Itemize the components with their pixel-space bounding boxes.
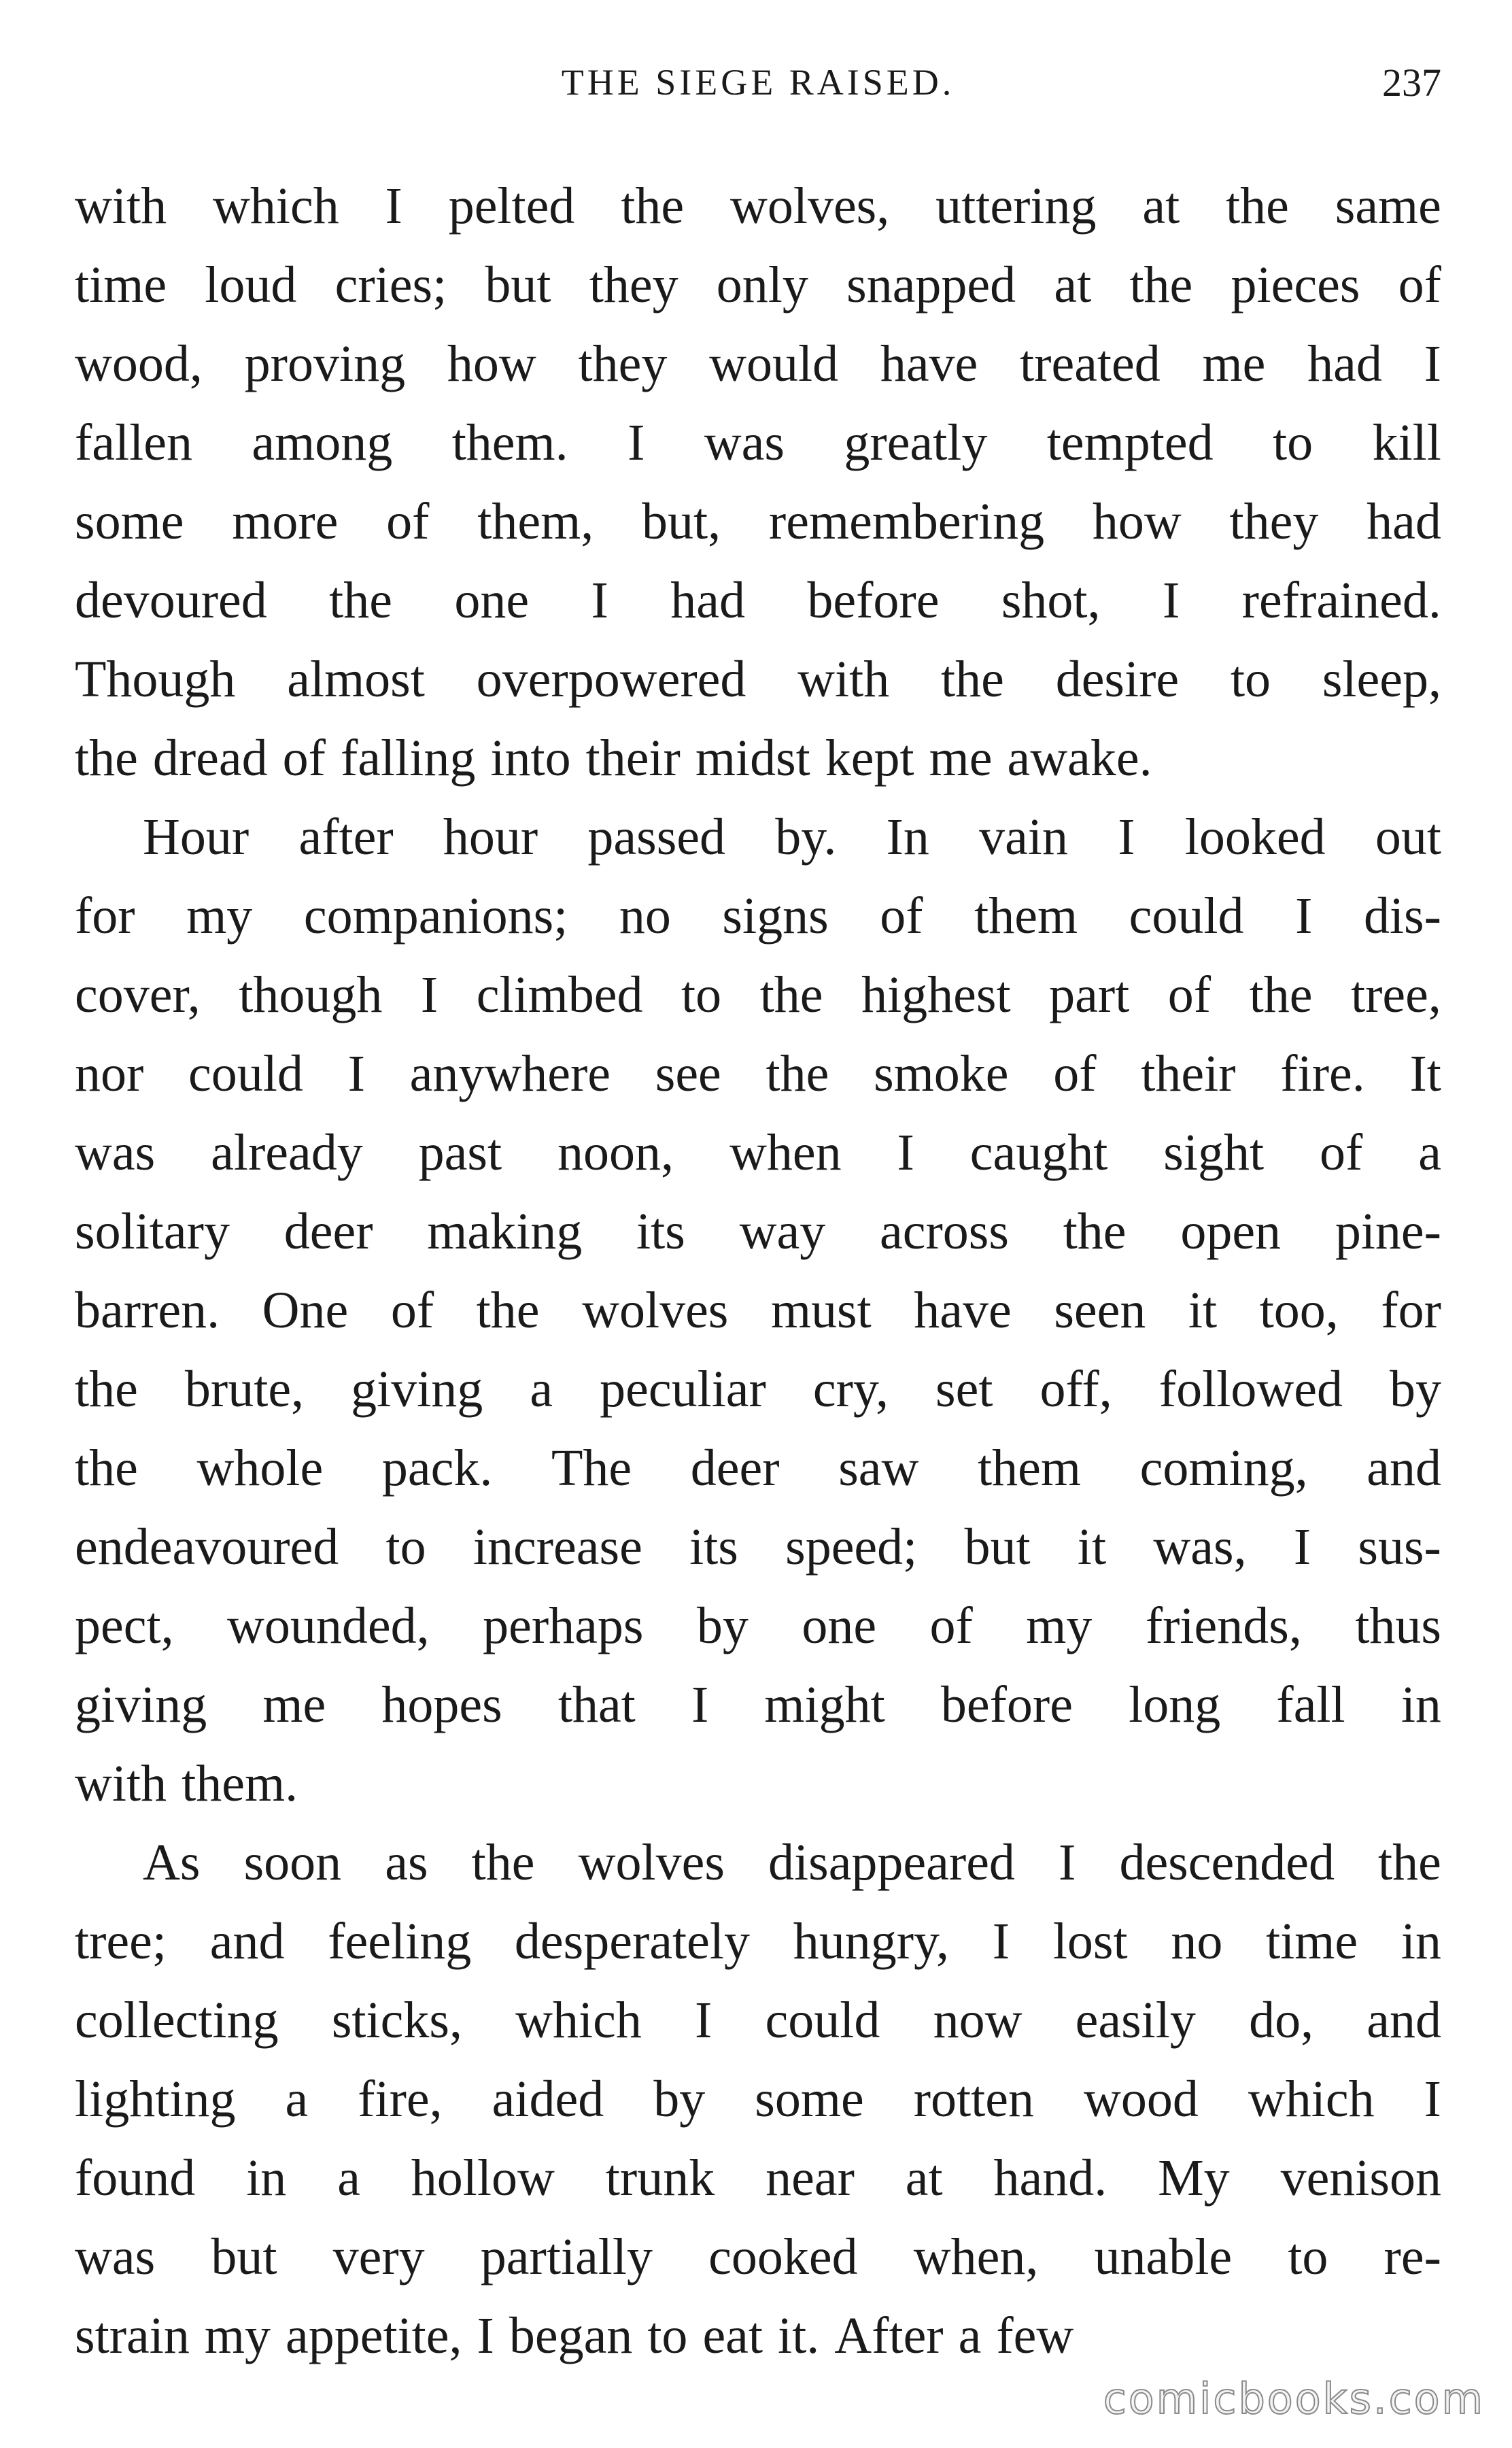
watermark-logo: comicbooks.com	[1103, 2374, 1485, 2424]
word: I	[992, 1913, 1010, 1970]
word: the	[1129, 256, 1193, 313]
text-line	[75, 1902, 1441, 1981]
word: some	[755, 2071, 864, 2128]
word: kill	[1372, 414, 1441, 471]
text-line	[75, 1508, 1441, 1586]
word: my	[186, 887, 253, 945]
word: the	[471, 1834, 535, 1891]
word: it	[1077, 1518, 1107, 1576]
word: but	[211, 2228, 277, 2285]
word: increase	[472, 1518, 642, 1576]
word: hungry,	[793, 1913, 950, 1970]
word: it.	[778, 2307, 820, 2364]
word: more	[232, 493, 339, 550]
word: the	[75, 730, 138, 787]
word: unable	[1094, 2228, 1233, 2285]
word: cover,	[75, 966, 201, 1023]
word: had	[670, 572, 745, 629]
word: of	[929, 1597, 973, 1654]
text-line	[75, 798, 1441, 877]
word: very	[332, 2228, 425, 2285]
word: was	[704, 414, 785, 471]
running-title: THE SIEGE RAISED.	[561, 62, 955, 103]
word: friends,	[1145, 1597, 1302, 1654]
word: with	[797, 651, 890, 708]
word: disappeared	[768, 1834, 1015, 1891]
word: wounded,	[227, 1597, 430, 1654]
word: making	[427, 1203, 583, 1260]
word: cries;	[334, 256, 447, 313]
word: aided	[492, 2071, 604, 2128]
word: easily	[1075, 1992, 1196, 2049]
word: I	[695, 1992, 712, 2049]
word: they	[589, 256, 678, 313]
word: devoured	[75, 572, 267, 629]
word: remembering	[768, 493, 1045, 550]
word: feeling	[328, 1913, 472, 1970]
word: fire.	[1280, 1045, 1365, 1102]
word: which	[212, 177, 339, 235]
page-number: 237	[1382, 61, 1441, 105]
word: the	[1249, 966, 1313, 1023]
word: to	[1273, 414, 1313, 471]
word: them	[978, 1440, 1082, 1497]
word: I	[1059, 1834, 1076, 1891]
word: thus	[1355, 1597, 1441, 1654]
word: into	[490, 730, 571, 787]
word: smoke	[874, 1045, 1009, 1102]
word: of	[1167, 966, 1212, 1023]
word: giving	[75, 1676, 207, 1733]
word: was	[75, 1124, 156, 1181]
word: with	[75, 1755, 167, 1812]
body-text	[75, 167, 1441, 2375]
word: partially	[480, 2228, 653, 2285]
text-line	[75, 877, 1441, 955]
word: trunk	[605, 2149, 715, 2207]
word: desperately	[514, 1913, 750, 1970]
word: by.	[775, 809, 837, 866]
word: sus-	[1358, 1518, 1441, 1576]
text-line	[75, 2217, 1441, 2296]
text-line	[75, 1192, 1441, 1271]
text-line	[75, 1429, 1441, 1508]
word: wood,	[75, 335, 203, 392]
word: collecting	[75, 1992, 279, 2049]
word: of	[1319, 1124, 1363, 1181]
word: for	[1381, 1282, 1441, 1339]
word: one	[454, 572, 530, 629]
word: rotten	[913, 2071, 1034, 2128]
word: deer	[284, 1203, 373, 1260]
word: them.	[182, 1755, 298, 1812]
word: was,	[1153, 1518, 1247, 1576]
word: climbed	[476, 966, 643, 1023]
word: fire,	[358, 2071, 443, 2128]
word: falling	[340, 730, 476, 787]
word: appetite,	[285, 2307, 462, 2364]
word: The	[551, 1440, 632, 1497]
word: giving	[351, 1361, 483, 1418]
word: almost	[287, 651, 425, 708]
word: pelted	[448, 177, 575, 235]
word: time	[75, 256, 167, 313]
word: have	[914, 1282, 1012, 1339]
word: speed;	[785, 1518, 918, 1576]
word: after	[298, 809, 394, 866]
word: deer	[690, 1440, 780, 1497]
word: began	[509, 2307, 633, 2364]
word: midst	[695, 730, 810, 787]
text-line	[75, 1981, 1441, 2060]
word: to	[1288, 2228, 1328, 2285]
word: its	[636, 1203, 685, 1260]
word: them.	[451, 414, 568, 471]
word: I	[347, 1045, 365, 1102]
word: tempted	[1046, 414, 1214, 471]
word: would	[709, 335, 839, 392]
word: my	[204, 2307, 271, 2364]
word: too,	[1259, 1282, 1339, 1339]
word: how	[1092, 493, 1182, 550]
word: in	[1401, 1676, 1441, 1733]
word: I	[385, 177, 402, 235]
word: see	[655, 1045, 721, 1102]
word: vain	[979, 809, 1068, 866]
word: dread	[152, 730, 268, 787]
word: perhaps	[483, 1597, 644, 1654]
word: the	[621, 177, 685, 235]
word: seen	[1054, 1282, 1146, 1339]
word: sight	[1163, 1124, 1265, 1181]
word: pect,	[75, 1597, 174, 1654]
text-line	[75, 167, 1441, 245]
word: I	[1424, 2071, 1441, 2128]
word: at	[905, 2149, 943, 2207]
word: but	[964, 1518, 1031, 1576]
word: of	[386, 493, 430, 550]
word: coming,	[1139, 1440, 1308, 1497]
word: which	[1248, 2071, 1375, 2128]
word: found	[75, 2149, 196, 2207]
word: in	[1401, 1913, 1441, 1970]
word: to	[385, 1518, 426, 1576]
word: hollow	[411, 2149, 555, 2207]
word: I	[897, 1124, 914, 1181]
word: had	[1367, 493, 1441, 550]
text-line	[75, 719, 1441, 798]
word: had	[1307, 335, 1382, 392]
word: and	[209, 1913, 285, 1970]
word: the	[766, 1045, 829, 1102]
text-line	[75, 1350, 1441, 1429]
word: venison	[1280, 2149, 1441, 2207]
word: the	[759, 966, 823, 1023]
word: off,	[1040, 1361, 1112, 1418]
word: caught	[969, 1124, 1108, 1181]
word: part	[1049, 966, 1130, 1023]
word: to	[681, 966, 722, 1023]
word: before	[940, 1676, 1073, 1733]
text-line	[75, 1823, 1441, 1902]
word: One	[262, 1282, 349, 1339]
word: pine-	[1335, 1203, 1441, 1260]
word: do,	[1249, 1992, 1314, 2049]
word: some	[75, 493, 184, 550]
word: I	[591, 572, 608, 629]
word: past	[418, 1124, 502, 1181]
word: shot,	[1001, 572, 1101, 629]
word: way	[739, 1203, 826, 1260]
word: to	[647, 2307, 688, 2364]
word: out	[1375, 809, 1441, 866]
word: anywhere	[409, 1045, 611, 1102]
word: set	[935, 1361, 993, 1418]
word: could	[188, 1045, 303, 1102]
word: endeavoured	[75, 1518, 339, 1576]
text-line	[75, 2139, 1441, 2217]
word: by	[653, 2071, 706, 2128]
word: sleep,	[1322, 651, 1441, 708]
word: already	[211, 1124, 363, 1181]
word: cry,	[812, 1361, 889, 1418]
word: in	[246, 2149, 287, 2207]
word: could	[1129, 887, 1244, 945]
word: solitary	[75, 1203, 230, 1260]
word: the	[1063, 1203, 1127, 1260]
word: of	[880, 887, 923, 945]
word: wolves,	[729, 177, 890, 235]
word: signs	[722, 887, 829, 945]
word: but,	[642, 493, 721, 550]
word: greatly	[844, 414, 988, 471]
word: In	[886, 809, 929, 866]
word: near	[766, 2149, 855, 2207]
word: cooked	[708, 2228, 858, 2285]
word: a	[285, 2071, 309, 2128]
word: pieces	[1231, 256, 1360, 313]
word: no	[619, 887, 671, 945]
word: I	[1118, 809, 1135, 866]
word: of	[1398, 256, 1441, 313]
word: have	[880, 335, 978, 392]
word: was	[75, 2228, 156, 2285]
word: they	[578, 335, 668, 392]
word: when,	[913, 2228, 1039, 2285]
word: of	[282, 730, 326, 787]
text-line	[75, 1665, 1441, 1744]
word: wolves	[582, 1282, 729, 1339]
word: kept	[825, 730, 914, 787]
word: brute,	[184, 1361, 305, 1418]
word: eat	[702, 2307, 763, 2364]
word: across	[879, 1203, 1009, 1260]
word: sticks,	[331, 1992, 462, 2049]
word: I	[691, 1676, 709, 1733]
word: them,	[477, 493, 594, 550]
word: might	[764, 1676, 885, 1733]
word: me	[1202, 335, 1266, 392]
word: with	[75, 177, 167, 235]
word: their	[585, 730, 681, 787]
word: I	[1293, 1518, 1311, 1576]
text-line	[75, 561, 1441, 640]
text-line	[75, 482, 1441, 561]
word: strain	[75, 2307, 190, 2364]
word: noon,	[557, 1124, 674, 1181]
word: hour	[443, 809, 538, 866]
text-line	[75, 1586, 1441, 1665]
word: their	[1141, 1045, 1236, 1102]
word: me	[262, 1676, 326, 1733]
word: I	[477, 2307, 494, 2364]
word: soon	[243, 1834, 342, 1891]
word: tree,	[1351, 966, 1441, 1023]
word: which	[515, 1992, 642, 2049]
word: among	[252, 414, 393, 471]
word: to	[1230, 651, 1271, 708]
word: It	[1409, 1045, 1441, 1102]
word: before	[807, 572, 940, 629]
word: long	[1129, 1676, 1221, 1733]
word: I	[1295, 887, 1313, 945]
word: the	[476, 1282, 540, 1339]
text-line	[75, 640, 1441, 719]
word: overpowered	[476, 651, 746, 708]
word: few	[996, 2307, 1074, 2364]
word: the	[75, 1361, 138, 1418]
text-line	[75, 1113, 1441, 1192]
word: open	[1180, 1203, 1282, 1260]
word: me	[929, 730, 993, 787]
word: barren.	[75, 1282, 220, 1339]
word: though	[239, 966, 383, 1023]
word: I	[628, 414, 645, 471]
word: no	[1171, 1913, 1223, 1970]
word: whole	[196, 1440, 324, 1497]
word: Hour	[143, 809, 250, 866]
word: as	[385, 1834, 428, 1891]
word: at	[1054, 256, 1092, 313]
word: one	[802, 1597, 877, 1654]
word: hopes	[381, 1676, 502, 1733]
word: and	[1367, 1992, 1441, 2049]
text-line	[75, 324, 1441, 403]
word: lost	[1052, 1913, 1128, 1970]
word: wolves	[578, 1834, 725, 1891]
word: a	[337, 2149, 360, 2207]
word: of	[1053, 1045, 1097, 1102]
word: but	[485, 256, 551, 313]
word: I	[420, 966, 439, 1023]
word: they	[1229, 493, 1319, 550]
word: loud	[205, 256, 297, 313]
word: my	[1026, 1597, 1093, 1654]
text-line	[75, 1271, 1441, 1350]
text-line	[75, 245, 1441, 324]
word: its	[689, 1518, 738, 1576]
word: As	[143, 1834, 201, 1891]
word: the	[329, 572, 393, 629]
word: passed	[587, 809, 726, 866]
word: by	[696, 1597, 749, 1654]
word: lighting	[75, 2071, 236, 2128]
word: refrained.	[1241, 572, 1441, 629]
word: re-	[1384, 2228, 1441, 2285]
word: time	[1266, 1913, 1358, 1970]
word: I	[1424, 335, 1441, 392]
word: tree;	[75, 1913, 167, 1970]
word: followed	[1158, 1361, 1343, 1418]
word: dis-	[1363, 887, 1441, 945]
word: a	[1418, 1124, 1441, 1181]
word: saw	[838, 1440, 919, 1497]
word: awake.	[1007, 730, 1152, 787]
word: After	[834, 2307, 944, 2364]
text-line	[75, 2060, 1441, 2139]
word: by	[1389, 1361, 1441, 1418]
word: must	[770, 1282, 872, 1339]
word: same	[1335, 177, 1441, 235]
word: when	[729, 1124, 842, 1181]
word: fall	[1276, 1676, 1345, 1733]
word: wood	[1083, 2071, 1199, 2128]
text-line	[75, 403, 1441, 482]
word: proving	[244, 335, 406, 392]
word: peculiar	[600, 1361, 766, 1418]
word: how	[447, 335, 536, 392]
word: a	[530, 1361, 553, 1418]
word: treated	[1020, 335, 1161, 392]
word: the	[1226, 177, 1289, 235]
word: uttering	[935, 177, 1097, 235]
word: Though	[75, 651, 236, 708]
word: it	[1188, 1282, 1218, 1339]
word: that	[557, 1676, 636, 1733]
word: hand.	[993, 2149, 1107, 2207]
word: nor	[75, 1045, 144, 1102]
word: a	[958, 2307, 982, 2364]
word: fallen	[75, 414, 193, 471]
word: and	[1367, 1440, 1441, 1497]
text-line	[75, 1744, 1441, 1823]
word: highest	[861, 966, 1011, 1023]
word: pack.	[381, 1440, 493, 1497]
word: now	[933, 1992, 1023, 2049]
word: the	[1378, 1834, 1441, 1891]
word: them	[974, 887, 1078, 945]
text-line	[75, 1034, 1441, 1113]
word: the	[941, 651, 1004, 708]
word: companions;	[303, 887, 568, 945]
word: of	[390, 1282, 434, 1339]
word: I	[1162, 572, 1180, 629]
text-line	[75, 955, 1441, 1034]
word: My	[1158, 2149, 1230, 2207]
word: descended	[1119, 1834, 1335, 1891]
word: for	[75, 887, 135, 945]
word: at	[1142, 177, 1180, 235]
word: the	[75, 1440, 138, 1497]
word: could	[765, 1992, 880, 2049]
word: desire	[1055, 651, 1180, 708]
word: snapped	[846, 256, 1016, 313]
word: looked	[1184, 809, 1326, 866]
running-head	[75, 53, 1441, 114]
text-line	[75, 2296, 1441, 2375]
word: only	[716, 256, 808, 313]
